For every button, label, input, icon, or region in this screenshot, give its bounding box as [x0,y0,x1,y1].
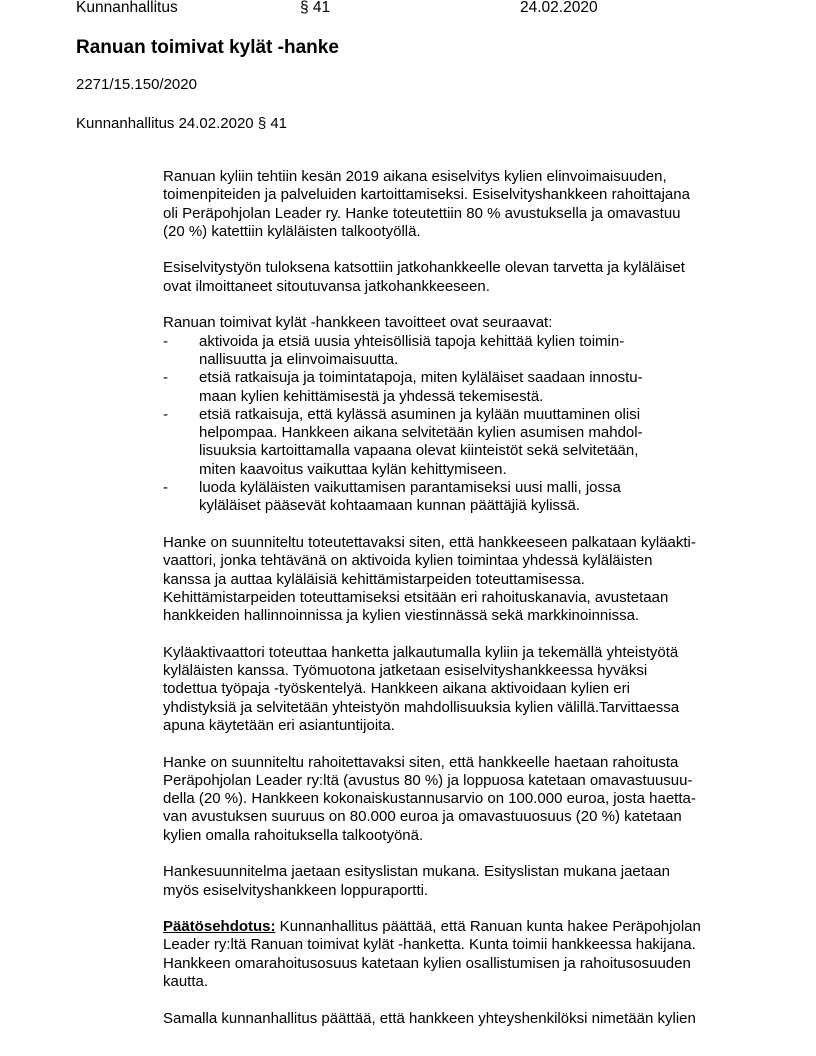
text-line: miten kaavoitus vaikuttaa kylän kehittymiseen. [199,460,507,478]
document-title: Ranuan toimivat kylät -hanke [76,37,339,58]
text-line: Samalla kunnanhallitus päättää, että hankkeen yhteyshenkilöksi nimetään kylien [163,1009,696,1027]
text-line: Ranuan kyliin tehtiin kesän 2019 aikana esiselvitys kylien elinvoimaisuuden, [163,168,667,185]
text-line: toimenpiteiden ja palveluiden kartoittamiseksi. Esiselvityshankkeen rahoittajana [163,186,690,204]
text-line: ovat ilmoittaneet sitoutuvansa jatkohankkeeseen. [163,277,490,295]
header-body-name: Kunnanhallitus [76,0,178,16]
text-line: Leader ry:ltä Ranuan toimivat kylät -hanketta. Kunta toimii hankkeessa hakijana. [163,936,696,954]
paragraph-proposal [163,918,743,991]
paragraph-plan [163,863,743,900]
text-line: etsiä ratkaisuja ja toimintatapoja, miten kyläläiset saadaan innostu- [199,369,643,387]
proposal-first-line [163,918,743,936]
paragraph-funding [163,754,743,845]
goals-intro: Ranuan toimivat kylät -hankkeen tavoitteet ovat seuraavat: [163,314,553,332]
text-line: (20 %) katettiin kyläläisten talkootyöllä. [163,222,421,240]
list-item [163,333,743,370]
paragraph-background [163,168,743,241]
paragraph-implementation [163,534,743,625]
list-item [163,479,743,516]
text-line: myös esiselvityshankkeen loppuraportti. [163,881,429,899]
text-line: Esiselvitystyön tuloksena katsottiin jatkohankkeelle olevan tarvetta ja kyläläiset [163,259,685,277]
list-item [163,406,743,479]
bullet-dash: - [163,369,168,387]
paragraph-preliminary-result [163,259,743,296]
header-section: § 41 [300,0,331,16]
bullet-dash: - [163,405,168,423]
text-line: etsiä ratkaisuja, että kylässä asuminen ja kylään muuttaminen olisi [199,405,641,423]
text-line: van avustuksen suuruus on 80.000 euroa ja omavastuuosuus (20 %) katetaan [163,808,682,826]
bullet-dash: - [163,332,168,350]
text-line: maan kylien kehittämisestä ja yhdessä tekemisestä. [199,387,544,405]
text-line: helpompaa. Hankkeen aikana selvitetään kylien asumisen mahdol- [199,424,643,442]
text-line: lisuuksia kartoittamalla vapaana olevat kiinteistöt sekä selvitetään, [199,442,639,460]
text-line: yhdistyksiä ja selvitetään yhteistyön mahdollisuuksia kylien välillä.Tarvittaessa [163,698,680,716]
text-line: della (20 %). Hankkeen kokonaiskustannusarvio on 100.000 euroa, josta haetta- [163,790,696,808]
text-line: Kyläaktivaattori toteuttaa hanketta jalkautumalla kyliin ja tekemällä yhteistyötä [163,643,679,661]
text-line: todettua työpaja -työskentelyä. Hankkeen aikana aktivoidaan kylien eri [163,680,630,698]
text-line: kylien omalla rahoituksella talkootyönä. [163,826,424,844]
text-line: Hanke on suunniteltu rahoitettavaksi siten, että hankkeelle haetaan rahoitusta [163,753,679,771]
list-item [163,369,743,406]
goals-list [163,333,743,516]
text-line: vaattori, jonka tehtävänä on aktivoida kylien toimintaa yhdessä kyläläisten [163,552,653,570]
text-line: Hankesuunnitelma jaetaan esityslistan mukana. Esityslistan mukana jaetaan [163,863,670,881]
text-line: Hanke on suunniteltu toteutettavaksi siten, että hankkeeseen palkataan kyläakti- [163,533,696,551]
text-line: aktivoida ja etsiä uusia yhteisöllisiä tapoja kehittää kylien toimin- [199,332,625,350]
text-line: Hankkeen omarahoitusosuus katetaan kylien osallistumisen ja rahoitusosuuden [163,954,691,972]
proposal-first-text: Kunnanhallitus päättää, että Ranuan kunta hakee Peräpohjolan [275,918,701,936]
text-line: kanssa ja auttaa kyläläisiä kehittämistarpeiden toteuttamisessa. [163,570,585,588]
bullet-dash: - [163,479,168,497]
proposal-label: Päätösehdotus: [163,918,276,936]
text-line: luoda kyläläisten vaikuttamisen parantamiseksi uusi malli, jossa [199,479,621,497]
reference-number: 2271/15.150/2020 [76,76,197,93]
text-line: hankkeiden hallinnoinnissa ja kylien viestinnässä sekä markkinoinnissa. [163,607,640,625]
text-line: nallisuutta ja elinvoimaisuutta. [199,350,399,368]
text-line: kyläläiset pääsevät kohtaamaan kunnan päättäjiä kylissä. [199,497,581,515]
text-line: oli Peräpohjolan Leader ry. Hanke toteutettiin 80 % avustuksella ja omavastuu [163,204,681,222]
document-body [163,168,743,1046]
text-line: Peräpohjolan Leader ry:ltä (avustus 80 %) ja loppuosa katetaan omavastuusuu- [163,771,693,789]
paragraph-contact [163,1010,743,1028]
text-line: kyläläisten kanssa. Työmuotona jatketaan esiselvityshankkeessa hyväksi [163,662,648,680]
text-line: apuna käytetään eri asiantuntijoita. [163,716,395,734]
text-line: Kehittämistarpeiden toteuttamiseksi etsitään eri rahoituskanavia, avustetaan [163,588,669,606]
header-date: 24.02.2020 [520,0,598,16]
meeting-reference: Kunnanhallitus 24.02.2020 § 41 [76,115,288,132]
text-line: kautta. [163,973,209,991]
paragraph-activator [163,644,743,735]
